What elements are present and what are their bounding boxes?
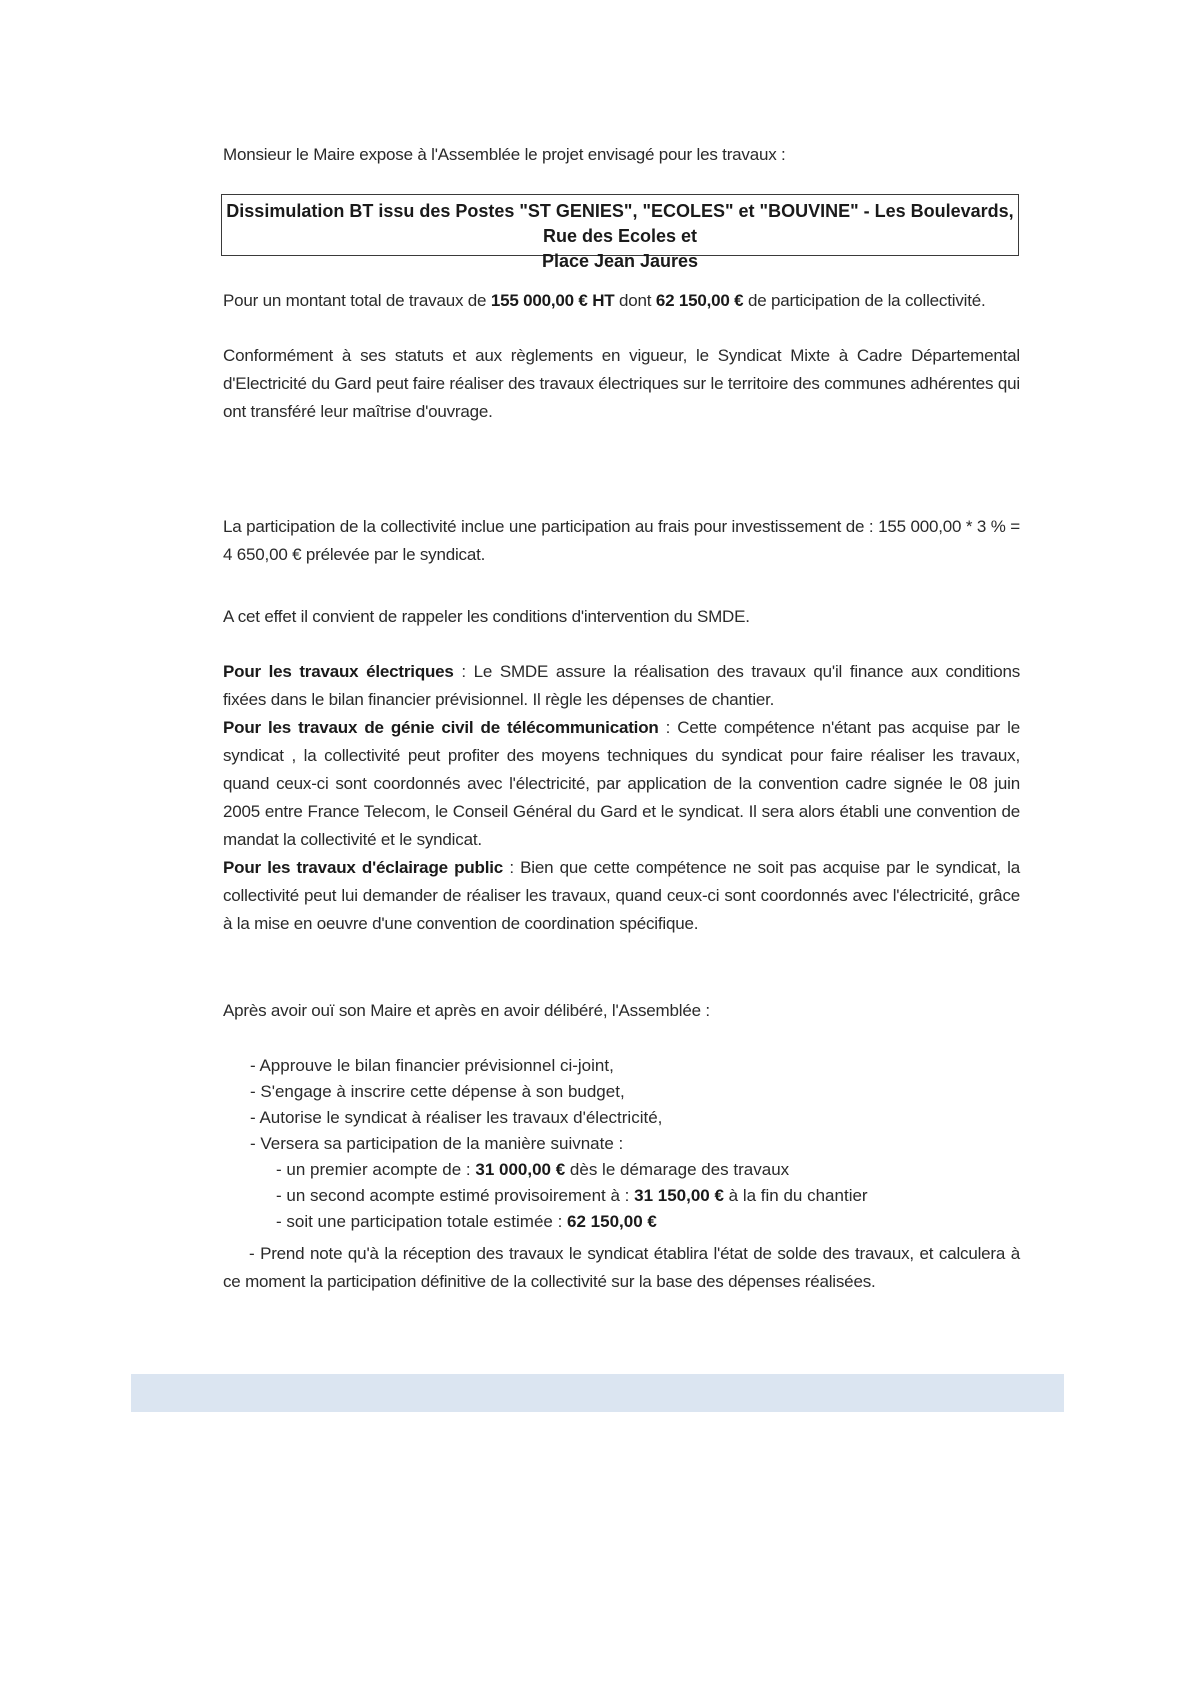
decision-item: - Versera sa participation de la manière suivnate : — [250, 1134, 624, 1153]
prend-note-paragraph: - Prend note qu'à la réception des travaux le syndicat établira l'état de solde des travaux, et calculera à ce moment la participation définitive de la collectivité sur la base des dépenses réalisées. — [223, 1244, 1020, 1291]
acompte-item — [276, 1183, 868, 1209]
conditions-block — [223, 658, 1020, 938]
participation-paragraph: La participation de la collectivité inclue une participation au frais pour investissement de : 155 000,00 * 3 % = 4 650,00 € prélevée par le syndicat. — [223, 517, 1020, 564]
condition-label: Pour les travaux électriques — [223, 662, 454, 681]
montant-text-2: dont — [614, 291, 656, 310]
project-title-line-2: Place Jean Jaures — [541, 251, 699, 271]
condition-eclairage — [223, 854, 1020, 938]
acompte-amount: 31 000,00 € — [475, 1160, 566, 1179]
condition-label: Pour les travaux d'éclairage public — [223, 858, 504, 877]
acompte-item — [276, 1209, 657, 1235]
acompte-item — [276, 1157, 789, 1183]
project-title-line-1: Dissimulation BT issu des Postes "ST GENIES", "ECOLES" et "BOUVINE" - Les Boulevards, Rue des Ecoles et — [226, 201, 1014, 246]
montant-text-3: de participation de la collectivité. — [743, 291, 986, 310]
condition-label: Pour les travaux de génie civil de télécommunication — [223, 718, 659, 737]
acompte-text: - un premier acompte de : — [276, 1160, 476, 1179]
acompte-amount: 31 150,00 € — [634, 1186, 724, 1205]
decision-item: - Autorise le syndicat à réaliser les travaux d'électricité, — [250, 1108, 663, 1127]
conformement-paragraph: Conformément à ses statuts et aux règlements en vigueur, le Syndicat Mixte à Cadre Départemental d'Electricité du Gard peut faire réaliser des travaux électriques sur le territoire des communes adhérentes qui ont transféré leur maîtrise d'ouvrage. — [223, 346, 1020, 421]
condition-text: : Bien que cette compétence ne soit pas acquise par le syndicat, la collectivité peut lui demander de réaliser les travaux, quand ceux-ci sont coordonnés avec l'électricité, grâce à la mise en oeuvre d'une convention de coordination spécifique. — [223, 858, 1020, 933]
condition-text: : Cette compétence n'étant pas acquise par le syndicat , la collectivité peut profiter des moyens techniques du syndicat pour faire réaliser les travaux, quand ceux-ci sont coordonnés avec l'électricité, par application de la convention cadre signée le 08 juin 2005 entre France Telecom, le Conseil Général du Gard et le syndicat. Il sera alors établi une convention de mandat la collectivité et le syndicat. — [223, 718, 1020, 849]
decision-item: - S'engage à inscrire cette dépense à son budget, — [250, 1082, 625, 1101]
acompte-text: à la fin du chantier — [723, 1186, 868, 1205]
montant-text-1: Pour un montant total de travaux de — [223, 291, 491, 310]
acompte-text: - un second acompte estimé provisoirement à : — [276, 1186, 635, 1205]
montant-paragraph — [223, 287, 1023, 315]
montant-participation: 62 150,00 € — [655, 291, 744, 310]
footer-band — [131, 1374, 1064, 1412]
effet-paragraph: A cet effet il convient de rappeler les conditions d'intervention du SMDE. — [223, 607, 750, 626]
decision-item: - Approuve le bilan financier prévisionnel ci-joint, — [250, 1056, 614, 1075]
apres-paragraph: Après avoir ouï son Maire et après en avoir délibéré, l'Assemblée : — [223, 1001, 710, 1020]
intro-text: Monsieur le Maire expose à l'Assemblée le projet envisagé pour les travaux : — [223, 145, 786, 164]
acompte-text: dès le démarage des travaux — [565, 1160, 790, 1179]
project-title-box — [221, 194, 1019, 271]
acompte-text: - soit une participation totale estimée : — [276, 1212, 568, 1231]
condition-electriques — [223, 658, 1020, 714]
condition-telecommunication — [223, 714, 1020, 854]
condition-text: : Le SMDE assure la réalisation des travaux qu'il finance aux conditions fixées dans le bilan financier prévisionnel. Il règle les dépenses de chantier. — [223, 662, 1021, 709]
montant-total: 155 000,00 € HT — [490, 291, 615, 310]
acompte-amount: 62 150,00 € — [567, 1212, 657, 1231]
